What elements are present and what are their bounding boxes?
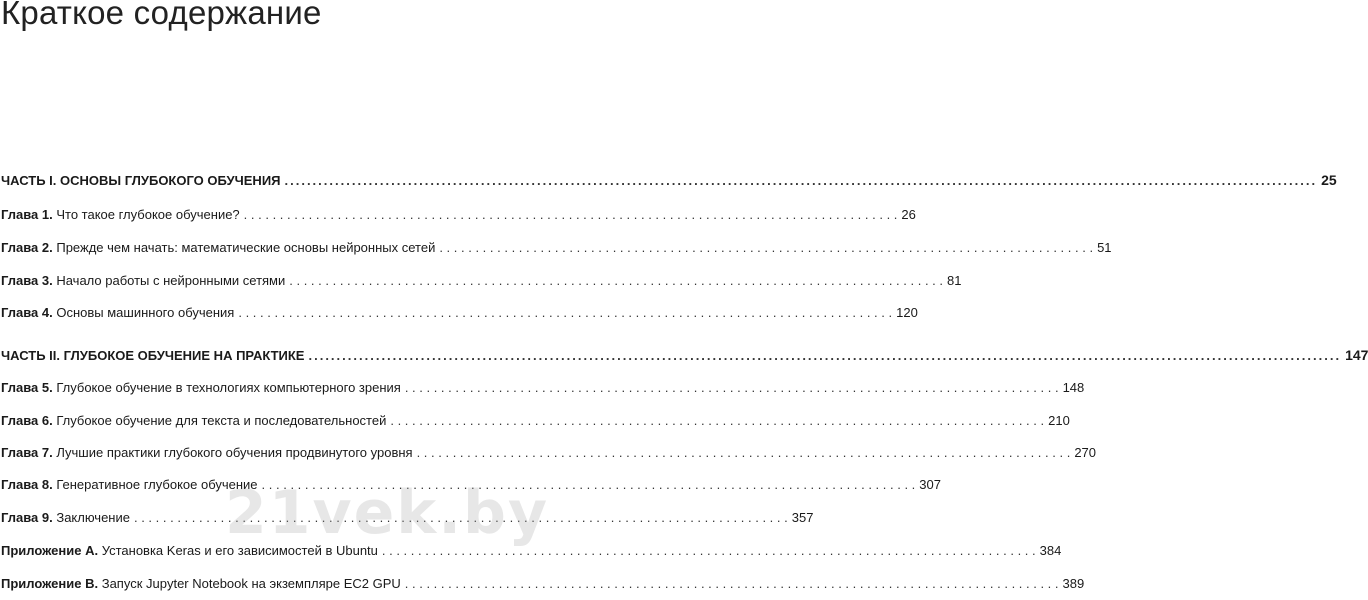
appendix-prefix: Приложение А. (1, 543, 99, 558)
page-number: 120 (896, 305, 918, 320)
dot-leader (262, 477, 916, 492)
chapter-prefix: Глава 3. (1, 273, 53, 288)
chapter-prefix: Глава 6. (1, 413, 53, 428)
chapter-title: Прежде чем начать: математические основы нейронных сетей (56, 240, 436, 255)
appendix-prefix: Приложение В. (1, 576, 99, 591)
page-number: 148 (1062, 380, 1085, 395)
chapter-prefix: Глава 7. (1, 445, 53, 460)
chapter-prefix: Глава 4. (1, 305, 53, 320)
toc-chapter-9[interactable] (1, 510, 814, 530)
toc-chapter-8[interactable] (1, 477, 941, 497)
chapter-prefix: Глава 8. (1, 477, 53, 492)
toc-chapter-6[interactable] (1, 413, 1070, 433)
dot-leader (308, 348, 1341, 363)
appendix-title: Запуск Jupyter Notebook на экземпляре EC2 GPU (101, 576, 401, 591)
page-number: 51 (1097, 240, 1112, 255)
watermark: 21vek.by (225, 478, 550, 548)
chapter-title: Основы машинного обучения (56, 305, 235, 320)
chapter-title: Начало работы с нейронными сетями (56, 273, 286, 288)
dot-leader (405, 380, 1059, 395)
chapter-title: Лучшие практики глубокого обучения продвинутого уровня (56, 445, 413, 460)
page-number: 270 (1074, 445, 1097, 460)
page-number: 307 (919, 477, 941, 492)
toc-appendix-b[interactable] (1, 576, 1085, 596)
page-number: 81 (947, 273, 962, 288)
chapter-title: Глубокое обучение для текста и последовательностей (56, 413, 387, 428)
chapter-title: Генеративное глубокое обучение (56, 477, 258, 492)
chapter-title: Что такое глубокое обучение? (56, 207, 240, 222)
appendix-title: Установка Keras и его зависимостей в Ubuntu (101, 543, 378, 558)
page-title: Краткое содержание (1, 0, 322, 31)
dot-leader (285, 173, 1318, 188)
toc-part-2[interactable] (1, 347, 1368, 367)
toc-chapter-4[interactable] (1, 305, 918, 325)
dot-leader (289, 273, 943, 288)
dot-leader (134, 510, 788, 525)
dot-leader (439, 240, 1093, 255)
page-number: 26 (901, 207, 916, 222)
chapter-prefix: Глава 5. (1, 380, 53, 395)
dot-leader (390, 413, 1044, 428)
toc-chapter-5[interactable] (1, 380, 1085, 400)
toc-appendix-a[interactable] (1, 543, 1062, 563)
page-number: 147 (1345, 347, 1368, 363)
dot-leader (238, 305, 892, 320)
toc-chapter-1[interactable] (1, 207, 916, 227)
chapter-prefix: Глава 9. (1, 510, 53, 525)
page-number: 357 (791, 510, 814, 525)
chapter-prefix: Глава 1. (1, 207, 53, 222)
dot-leader (417, 445, 1071, 460)
page-number: 389 (1062, 576, 1085, 591)
toc-part-1[interactable] (1, 172, 1337, 192)
page-number: 210 (1048, 413, 1070, 428)
page-number: 25 (1321, 172, 1337, 188)
page-number: 384 (1039, 543, 1062, 558)
chapter-title: Глубокое обучение в технологиях компьютерного зрения (56, 380, 401, 395)
dot-leader (405, 576, 1059, 591)
chapter-prefix: Глава 2. (1, 240, 53, 255)
dot-leader (244, 207, 898, 222)
toc-chapter-3[interactable] (1, 273, 962, 293)
part-label: ЧАСТЬ I. ОСНОВЫ ГЛУБОКОГО ОБУЧЕНИЯ (1, 173, 281, 188)
part-label: ЧАСТЬ II. ГЛУБОКОЕ ОБУЧЕНИЕ НА ПРАКТИКЕ (1, 348, 305, 363)
dot-leader (382, 543, 1036, 558)
toc-chapter-2[interactable] (1, 240, 1112, 260)
chapter-title: Заключение (56, 510, 130, 525)
toc-chapter-7[interactable] (1, 445, 1097, 465)
